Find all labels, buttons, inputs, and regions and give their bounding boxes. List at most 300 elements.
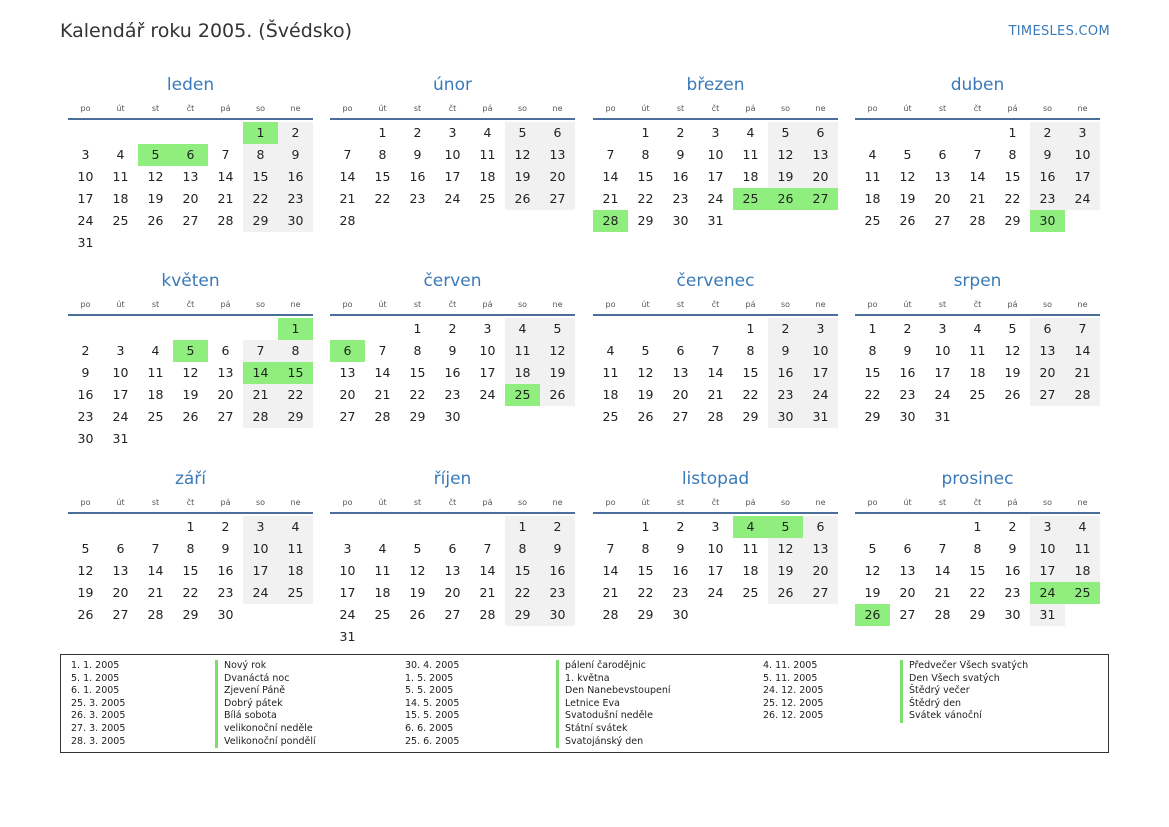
day-cell: 11 xyxy=(479,147,496,162)
day-cell: 1 xyxy=(973,519,982,534)
day-cell: 2 xyxy=(448,321,457,336)
empty-cell xyxy=(855,122,890,144)
day-cell: 4 xyxy=(606,343,615,358)
day-cell: 8 xyxy=(505,538,540,560)
day-cell: 24 xyxy=(934,387,951,402)
day-cell: 24 xyxy=(112,409,129,424)
empty-cell xyxy=(663,318,698,340)
day-cell: 6 xyxy=(1030,318,1065,340)
holiday-date: 5. 11. 2005 xyxy=(763,672,818,684)
day-cell: 17 xyxy=(707,563,724,578)
day-cell: 11 xyxy=(864,169,881,184)
day-cell: 26 xyxy=(409,607,426,622)
day-cell: 20 xyxy=(217,387,234,402)
empty-cell xyxy=(925,516,960,538)
day-cell: 26 xyxy=(147,213,164,228)
day-cell: 26 xyxy=(1004,387,1021,402)
day-cell: 5 xyxy=(413,541,422,556)
day-cell: 20 xyxy=(182,191,199,206)
holiday-day-cell: 5 xyxy=(173,340,208,362)
day-cell: 19 xyxy=(637,387,654,402)
day-cell: 12 xyxy=(768,538,803,560)
day-cell: 14 xyxy=(374,365,391,380)
empty-cell xyxy=(470,516,505,538)
day-cell: 18 xyxy=(742,563,759,578)
day-cell: 31 xyxy=(112,431,129,446)
day-cell: 22 xyxy=(182,585,199,600)
weekday-header xyxy=(593,296,838,316)
day-cell: 12 xyxy=(182,365,199,380)
day-cell: 14 xyxy=(217,169,234,184)
weekday-header xyxy=(855,296,1100,316)
day-cell: 10 xyxy=(77,169,94,184)
day-cell: 21 xyxy=(602,191,619,206)
weekday-label: st xyxy=(151,104,160,113)
day-cell: 10 xyxy=(339,563,356,578)
weekday-label: st xyxy=(413,300,422,309)
day-cell: 18 xyxy=(602,387,619,402)
day-cell: 3 xyxy=(448,125,457,140)
holiday-name: Státní svátek xyxy=(556,723,627,736)
weekday-label: pá xyxy=(745,498,756,507)
day-cell: 14 xyxy=(602,563,619,578)
day-cell: 6 xyxy=(221,343,230,358)
weekday-label: pá xyxy=(220,104,231,113)
day-cell: 22 xyxy=(243,188,278,210)
weekday-header xyxy=(855,100,1100,120)
weekday-label: čt xyxy=(973,104,982,113)
day-cell: 7 xyxy=(606,541,615,556)
day-cell: 27 xyxy=(444,607,461,622)
holiday-name: Nový rok xyxy=(215,660,266,673)
day-cell: 9 xyxy=(81,365,90,380)
day-cell: 5 xyxy=(81,541,90,556)
day-cell: 19 xyxy=(768,166,803,188)
day-cell: 16 xyxy=(672,169,689,184)
day-cell: 16 xyxy=(1004,563,1021,578)
weekday-header xyxy=(593,100,838,120)
day-cell: 29 xyxy=(864,409,881,424)
day-cell: 20 xyxy=(934,191,951,206)
holiday-day-cell: 5 xyxy=(138,144,173,166)
day-cell: 10 xyxy=(707,147,724,162)
day-cell: 3 xyxy=(243,516,278,538)
day-cell: 18 xyxy=(278,560,313,582)
holiday-date: 1. 5. 2005 xyxy=(405,672,454,684)
days-grid xyxy=(330,318,575,428)
holiday-date: 25. 6. 2005 xyxy=(405,735,460,747)
day-cell: 1 xyxy=(641,125,650,140)
day-cell: 3 xyxy=(1030,516,1065,538)
holiday-name: Štědrý večer xyxy=(900,685,970,698)
day-cell: 30 xyxy=(540,604,575,626)
weekday-label: út xyxy=(116,498,125,507)
holiday-name: Zjevení Páně xyxy=(215,685,285,698)
day-cell: 16 xyxy=(1030,166,1065,188)
day-cell: 11 xyxy=(742,147,759,162)
day-cell: 23 xyxy=(1004,585,1021,600)
day-cell: 9 xyxy=(540,538,575,560)
empty-cell xyxy=(68,122,103,144)
day-cell: 30 xyxy=(672,213,689,228)
weekday-header xyxy=(593,494,838,514)
day-cell: 19 xyxy=(540,362,575,384)
empty-cell xyxy=(138,122,173,144)
day-cell: 14 xyxy=(339,169,356,184)
weekday-label: čt xyxy=(973,300,982,309)
weekday-label: út xyxy=(378,300,387,309)
day-cell: 17 xyxy=(707,169,724,184)
weekday-label: st xyxy=(413,498,422,507)
month-name: březen xyxy=(686,75,745,95)
day-cell: 3 xyxy=(803,318,838,340)
holiday-day-cell: 14 xyxy=(243,362,278,384)
day-cell: 28 xyxy=(339,213,356,228)
weekday-label: ne xyxy=(552,498,563,507)
day-cell: 13 xyxy=(339,365,356,380)
day-cell: 8 xyxy=(746,343,755,358)
day-cell: 11 xyxy=(742,541,759,556)
day-cell: 26 xyxy=(540,384,575,406)
weekday-label: po xyxy=(342,300,353,309)
weekday-label: pá xyxy=(745,300,756,309)
day-cell: 13 xyxy=(672,365,689,380)
empty-cell xyxy=(208,318,243,340)
day-cell: 12 xyxy=(1004,343,1021,358)
day-cell: 13 xyxy=(217,365,234,380)
day-cell: 18 xyxy=(505,362,540,384)
day-cell: 4 xyxy=(151,343,160,358)
month-listopad xyxy=(593,464,838,626)
holiday-name: Velikonoční pondělí xyxy=(215,736,316,749)
day-cell: 28 xyxy=(707,409,724,424)
day-cell: 15 xyxy=(243,166,278,188)
day-cell: 31 xyxy=(77,235,94,250)
empty-cell xyxy=(593,122,628,144)
day-cell: 22 xyxy=(637,585,654,600)
day-cell: 18 xyxy=(969,365,986,380)
day-cell: 7 xyxy=(606,147,615,162)
day-cell: 3 xyxy=(116,343,125,358)
holiday-day-cell: 24 xyxy=(1030,582,1065,604)
day-cell: 30 xyxy=(899,409,916,424)
day-cell: 5 xyxy=(540,318,575,340)
holiday-name: Svatodušní neděle xyxy=(556,710,653,723)
day-cell: 7 xyxy=(973,147,982,162)
day-cell: 7 xyxy=(343,147,352,162)
day-cell: 27 xyxy=(1030,384,1065,406)
day-cell: 25 xyxy=(112,213,129,228)
weekday-label: po xyxy=(80,104,91,113)
month-name: květen xyxy=(161,271,220,291)
day-cell: 21 xyxy=(339,191,356,206)
weekday-label: ne xyxy=(1077,300,1088,309)
day-cell: 21 xyxy=(374,387,391,402)
day-cell: 15 xyxy=(742,365,759,380)
weekday-label: ne xyxy=(290,104,301,113)
day-cell: 6 xyxy=(803,122,838,144)
day-cell: 19 xyxy=(505,166,540,188)
holiday-date: 26. 12. 2005 xyxy=(763,710,824,722)
weekday-label: ne xyxy=(815,498,826,507)
day-cell: 13 xyxy=(1030,340,1065,362)
days-grid xyxy=(593,516,838,626)
day-cell: 2 xyxy=(1030,122,1065,144)
day-cell: 29 xyxy=(182,607,199,622)
holiday-date: 14. 5. 2005 xyxy=(405,697,460,709)
weekday-label: ne xyxy=(290,498,301,507)
day-cell: 19 xyxy=(768,560,803,582)
weekday-label: so xyxy=(255,498,266,507)
day-cell: 29 xyxy=(637,607,654,622)
day-cell: 19 xyxy=(899,191,916,206)
day-cell: 8 xyxy=(378,147,387,162)
day-cell: 23 xyxy=(278,188,313,210)
holiday-name: Svatojánský den xyxy=(556,736,643,749)
day-cell: 26 xyxy=(899,213,916,228)
day-cell: 3 xyxy=(711,125,720,140)
holiday-date: 28. 3. 2005 xyxy=(71,735,126,747)
day-cell: 6 xyxy=(676,343,685,358)
day-cell: 25 xyxy=(278,582,313,604)
day-cell: 13 xyxy=(182,169,199,184)
day-cell: 14 xyxy=(934,563,951,578)
day-cell: 4 xyxy=(116,147,125,162)
day-cell: 22 xyxy=(1004,191,1021,206)
weekday-label: po xyxy=(867,104,878,113)
day-cell: 5 xyxy=(868,541,877,556)
weekday-label: út xyxy=(116,104,125,113)
day-cell: 5 xyxy=(641,343,650,358)
day-cell: 27 xyxy=(217,409,234,424)
day-cell: 21 xyxy=(217,191,234,206)
weekday-label: ne xyxy=(815,104,826,113)
day-cell: 16 xyxy=(77,387,94,402)
day-cell: 9 xyxy=(448,343,457,358)
day-cell: 12 xyxy=(77,563,94,578)
weekday-label: ne xyxy=(1077,104,1088,113)
weekday-label: po xyxy=(342,498,353,507)
day-cell: 15 xyxy=(969,563,986,578)
day-cell: 6 xyxy=(938,147,947,162)
month-name: září xyxy=(174,469,207,489)
day-cell: 27 xyxy=(899,607,916,622)
weekday-label: so xyxy=(517,498,528,507)
day-cell: 11 xyxy=(278,538,313,560)
weekday-header xyxy=(68,100,313,120)
holiday-day-cell: 30 xyxy=(1030,210,1065,232)
day-cell: 29 xyxy=(637,213,654,228)
month-name: červenec xyxy=(676,271,755,291)
weekday-label: út xyxy=(903,498,912,507)
day-cell: 23 xyxy=(899,387,916,402)
empty-cell xyxy=(138,516,173,538)
day-cell: 28 xyxy=(374,409,391,424)
day-cell: 25 xyxy=(742,585,759,600)
day-cell: 30 xyxy=(77,431,94,446)
day-cell: 4 xyxy=(973,321,982,336)
day-cell: 9 xyxy=(413,147,422,162)
day-cell: 14 xyxy=(969,169,986,184)
weekday-label: so xyxy=(780,300,791,309)
day-cell: 29 xyxy=(409,409,426,424)
day-cell: 10 xyxy=(444,147,461,162)
day-cell: 21 xyxy=(969,191,986,206)
weekday-label: út xyxy=(116,300,125,309)
brand-logo-text[interactable]: TIMESLES.COM xyxy=(1008,24,1110,39)
day-cell: 13 xyxy=(803,144,838,166)
day-cell: 8 xyxy=(243,144,278,166)
empty-cell xyxy=(960,122,995,144)
day-cell: 3 xyxy=(81,147,90,162)
weekday-label: čt xyxy=(186,104,195,113)
day-cell: 18 xyxy=(112,191,129,206)
month-duben xyxy=(855,70,1100,232)
weekday-label: st xyxy=(938,300,947,309)
weekday-label: so xyxy=(780,104,791,113)
day-cell: 18 xyxy=(742,169,759,184)
weekday-label: út xyxy=(641,498,650,507)
days-grid xyxy=(593,318,838,428)
day-cell: 23 xyxy=(409,191,426,206)
day-cell: 10 xyxy=(803,340,838,362)
day-cell: 25 xyxy=(479,191,496,206)
day-cell: 12 xyxy=(768,144,803,166)
day-cell: 7 xyxy=(938,541,947,556)
day-cell: 4 xyxy=(868,147,877,162)
weekday-label: čt xyxy=(711,104,720,113)
day-cell: 16 xyxy=(278,166,313,188)
day-cell: 1 xyxy=(413,321,422,336)
day-cell: 15 xyxy=(637,563,654,578)
day-cell: 21 xyxy=(1065,362,1100,384)
day-cell: 8 xyxy=(1008,147,1017,162)
day-cell: 30 xyxy=(768,406,803,428)
holiday-date: 30. 4. 2005 xyxy=(405,660,460,671)
days-grid xyxy=(593,122,838,232)
day-cell: 3 xyxy=(711,519,720,534)
day-cell: 10 xyxy=(1030,538,1065,560)
empty-cell xyxy=(173,318,208,340)
weekday-label: st xyxy=(413,104,422,113)
empty-cell xyxy=(68,516,103,538)
day-cell: 17 xyxy=(112,387,129,402)
day-cell: 28 xyxy=(934,607,951,622)
month-name: listopad xyxy=(681,469,750,489)
holiday-name: Dobrý pátek xyxy=(215,698,283,711)
weekday-label: čt xyxy=(448,104,457,113)
day-cell: 25 xyxy=(864,213,881,228)
day-cell: 13 xyxy=(444,563,461,578)
day-cell: 20 xyxy=(339,387,356,402)
weekday-label: pá xyxy=(220,498,231,507)
day-cell: 23 xyxy=(768,384,803,406)
day-cell: 29 xyxy=(1004,213,1021,228)
month-grid xyxy=(68,70,1102,645)
day-cell: 15 xyxy=(1004,169,1021,184)
month-name: prosinec xyxy=(941,469,1014,489)
empty-cell xyxy=(103,318,138,340)
holiday-date: 6. 6. 2005 xyxy=(405,723,454,734)
month-červen xyxy=(330,266,575,428)
day-cell: 2 xyxy=(81,343,90,358)
day-cell: 9 xyxy=(903,343,912,358)
weekday-label: st xyxy=(938,104,947,113)
day-cell: 14 xyxy=(479,563,496,578)
day-cell: 14 xyxy=(147,563,164,578)
holiday-name: velikonoční neděle xyxy=(215,723,313,736)
day-cell: 31 xyxy=(803,406,838,428)
day-cell: 15 xyxy=(374,169,391,184)
day-cell: 2 xyxy=(676,125,685,140)
day-cell: 17 xyxy=(243,560,278,582)
day-cell: 22 xyxy=(374,191,391,206)
day-cell: 27 xyxy=(672,409,689,424)
holiday-date: 26. 3. 2005 xyxy=(71,710,126,722)
month-říjen xyxy=(330,464,575,648)
day-cell: 28 xyxy=(217,213,234,228)
day-cell: 8 xyxy=(278,340,313,362)
day-cell: 28 xyxy=(243,406,278,428)
day-cell: 29 xyxy=(278,406,313,428)
month-prosinec xyxy=(855,464,1100,626)
empty-cell xyxy=(68,318,103,340)
holiday-day-cell: 5 xyxy=(768,516,803,538)
weekday-label: pá xyxy=(482,300,493,309)
weekday-label: po xyxy=(80,498,91,507)
day-cell: 15 xyxy=(637,169,654,184)
empty-cell xyxy=(593,318,628,340)
weekday-label: so xyxy=(1042,300,1053,309)
day-cell: 15 xyxy=(182,563,199,578)
day-cell: 27 xyxy=(339,409,356,424)
day-cell: 3 xyxy=(1065,122,1100,144)
day-cell: 26 xyxy=(182,409,199,424)
holiday-name: pálení čarodějnic xyxy=(556,660,646,673)
weekday-label: so xyxy=(517,300,528,309)
day-cell: 24 xyxy=(243,582,278,604)
day-cell: 4 xyxy=(278,516,313,538)
day-cell: 23 xyxy=(217,585,234,600)
day-cell: 12 xyxy=(409,563,426,578)
weekday-label: čt xyxy=(448,498,457,507)
days-grid xyxy=(330,122,575,232)
day-cell: 28 xyxy=(602,607,619,622)
day-cell: 16 xyxy=(409,169,426,184)
days-grid xyxy=(68,516,313,626)
empty-cell xyxy=(890,516,925,538)
days-grid xyxy=(68,318,313,450)
day-cell: 18 xyxy=(479,169,496,184)
day-cell: 2 xyxy=(413,125,422,140)
day-cell: 24 xyxy=(803,384,838,406)
weekday-label: po xyxy=(605,300,616,309)
holiday-day-cell: 28 xyxy=(593,210,628,232)
days-grid xyxy=(855,516,1100,626)
empty-cell xyxy=(890,122,925,144)
day-cell: 24 xyxy=(479,387,496,402)
day-cell: 6 xyxy=(448,541,457,556)
day-cell: 16 xyxy=(899,365,916,380)
holiday-day-cell: 25 xyxy=(1065,582,1100,604)
day-cell: 3 xyxy=(483,321,492,336)
empty-cell xyxy=(208,122,243,144)
holiday-day-cell: 27 xyxy=(803,188,838,210)
day-cell: 31 xyxy=(339,629,356,644)
weekday-label: čt xyxy=(448,300,457,309)
day-cell: 13 xyxy=(803,538,838,560)
holiday-date: 5. 1. 2005 xyxy=(71,672,120,684)
